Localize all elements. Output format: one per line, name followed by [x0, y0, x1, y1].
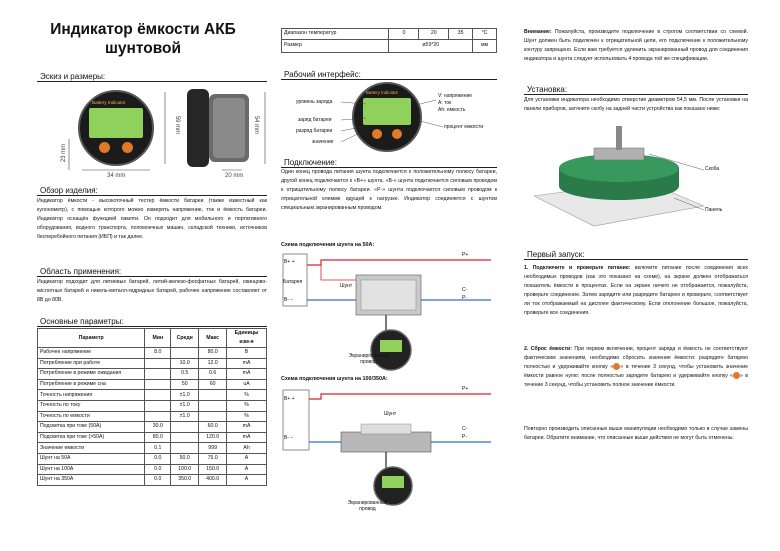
s1-battery: Батарея	[283, 279, 303, 285]
table-cell	[199, 411, 227, 422]
table-cell: 400.0	[199, 475, 227, 486]
table-row	[38, 422, 267, 433]
dim-54: 54 mm	[253, 115, 260, 135]
scheme2-diagram	[281, 384, 497, 519]
label-discharge: разряд батареи	[296, 128, 333, 134]
label-percent: процент емкости	[444, 124, 484, 130]
table-row	[282, 39, 497, 52]
table-cell: uA	[227, 379, 267, 390]
table-cell	[145, 379, 171, 390]
table-cell: mA	[227, 358, 267, 369]
button-icon	[733, 372, 740, 379]
table-row	[38, 348, 267, 359]
table-cell	[145, 400, 171, 411]
table-cell: mA	[227, 432, 267, 443]
table-cell	[145, 390, 171, 401]
table-cell	[171, 432, 199, 443]
note-paragraph	[524, 28, 748, 64]
col-header-max: Макс	[199, 329, 227, 348]
scheme2-caption: Схема подключения шунта на 100/350A:	[281, 376, 388, 382]
s1-pplus: P+	[462, 252, 469, 258]
interface-heading: Рабочий интерфейс:	[281, 69, 497, 80]
table-cell: 50.0	[171, 453, 199, 464]
dim-20: 20 mm	[225, 173, 244, 179]
step2-text-b: » в течение 3 секунд, чтобы установить значение ёмкости равное нулю; после полностью зарядите батарею и удерживайте кнопку «	[524, 364, 748, 379]
table-cell: 80.0	[145, 432, 171, 443]
s2-pminus: P-	[462, 434, 467, 440]
label-charge-level: уровень заряда	[296, 99, 333, 105]
s1-bplus: B+ +	[284, 259, 295, 265]
table-cell: ±1.0	[171, 400, 199, 411]
col-header-avg: Средн	[171, 329, 199, 348]
table-cell: Шунт на 350A	[38, 475, 145, 486]
table-cell: ±1.0	[171, 390, 199, 401]
application-text: Индикатор подходит для литиевых батарей, литий-железо-фосфатных батарей, свинцово-кислотных батарей и никель-металл-гидридных батарей, рабочее напряжение составляет от 8В до 80В.	[37, 279, 267, 303]
table-row	[38, 358, 267, 369]
table-cell: 80.0	[199, 348, 227, 359]
table-cell	[171, 443, 199, 454]
table-cell: Рабочее напряжение	[38, 348, 145, 359]
label-value: значение	[312, 139, 334, 145]
cell: Размер	[282, 39, 389, 52]
install-bracket: Скоба	[705, 166, 720, 172]
table-cell: 0.0	[145, 464, 171, 475]
table-cell: 60	[199, 379, 227, 390]
table-cell: Потребление в режиме ожидания	[38, 369, 145, 380]
table-cell: Потребление в режиме сна	[38, 379, 145, 390]
table-row	[38, 390, 267, 401]
table-row	[38, 379, 267, 390]
table-row	[38, 453, 267, 464]
title-line1: Индикатор ёмкости АКБ	[50, 21, 236, 38]
label-ah: Ah: емкость	[438, 107, 466, 113]
s2-screened: Экранированный провод	[347, 500, 388, 512]
label-v: V: напряжение	[438, 93, 473, 99]
table-cell: 0.6	[199, 369, 227, 380]
table-cell: Шунт на 50A	[38, 453, 145, 464]
table-cell: Ah	[227, 443, 267, 454]
dim-23: 23 mm	[61, 143, 68, 163]
table-cell: 8.0	[145, 348, 171, 359]
table-cell	[171, 422, 199, 433]
cell: мм	[473, 39, 497, 52]
table-cell: 0.0	[145, 475, 171, 486]
overview-text: Индикатор ёмкости - высокоточный тестер ёмкости батареи (также известный как кулонометр), с помощью которого можно измерять напряжение, ток и ёмкость батареи. Индикатор оснащён функцией памяти. Он подходит для мобильного и портативного оборудования, водного транспорта, поломоечных машин, складской техники, источников бесперебойного питания (ИБП) и так далее.	[37, 198, 267, 240]
col-header-unit: Единицы изм-я	[227, 329, 267, 348]
table-cell: 75.0	[199, 453, 227, 464]
note-bold: Внимание:	[524, 29, 552, 35]
table-cell: %	[227, 390, 267, 401]
table-cell: 50	[171, 379, 199, 390]
table-cell: Точность по току	[38, 400, 145, 411]
table-cell: 999	[199, 443, 227, 454]
overview-heading: Обзор изделия:	[37, 185, 267, 196]
page-title	[48, 20, 238, 58]
s2-bplus: B+ +	[284, 396, 295, 402]
install-panel: Панель	[705, 207, 723, 213]
table-cell: Подсветка при токе (50A)	[38, 422, 145, 433]
step1-text: включите питание после соединения всех необходимых проводов (как это показано на схеме), на экране должен отображаться показатель ёмкости в процентах. Если на экране ничего не отображается, пожалуйста, проверьте соединение. Затем зарядите или разрядите батарею и проверьте, соответствует ли ток отображаемый на дисплее фактическому. Если отклонение большое, пожалуйста, проверьте все соединения.	[524, 265, 749, 316]
table-cell: 60.0	[199, 422, 227, 433]
connection-text: Один конец провода питания шунта подключается к положительному полюсу батареи, другой конец подключается к «В+» шунта. «В-» шунта подключается силовым проводом к отрицательному полюсу батареи. «Р-» шунта подключается силовым проводом к отрицательной клемме идущей к нагрузке. Индикатор соединяется с шунтом специальным экранированным проводом.	[281, 169, 497, 211]
table-cell: mA	[227, 369, 267, 380]
device-label: Battery Indicator	[92, 100, 126, 105]
label-a: A: ток	[438, 100, 452, 106]
table-row	[282, 29, 497, 40]
sketch-heading: Эскиз и размеры:	[37, 71, 267, 82]
table-cell	[145, 369, 171, 380]
table-cell	[145, 358, 171, 369]
table-cell: Точность напряжения	[38, 390, 145, 401]
table-cell: 12.0	[199, 358, 227, 369]
install-heading: Установка:	[524, 84, 748, 95]
table-cell: mA	[227, 422, 267, 433]
s1-cminus: C-	[462, 287, 468, 293]
table-cell: 150.0	[199, 464, 227, 475]
note-text: Пожалуйста, производите подключение в строгом соответствии со схемой. Шунт должен быть подключен к отрицательной цепи, его подключение к положительному контуру запрещено. Если вам требуется удлинить экранированный провод для соединения индикатора и шунта следует использовать 4 провода той же спецификации.	[524, 29, 748, 62]
step2-text-a: При первом включении, процент заряда и ёмкость не соответствуют фактическим значениям, необходимо сбросить значение ёмкости: разрядите батарею полностью и удерживайте кнопку «	[524, 346, 748, 370]
table-cell: Потребление при работе	[38, 358, 145, 369]
top-table	[281, 28, 497, 53]
connection-heading: Подключение:	[281, 157, 497, 168]
s2-pplus: P+	[462, 386, 469, 392]
table-cell: Шунт на 100A	[38, 464, 145, 475]
cell: 0	[389, 29, 419, 40]
install-drawing	[524, 126, 748, 236]
step2-bold: 2. Сброс ёмкости:	[524, 346, 572, 352]
dimension-lines	[37, 84, 267, 184]
table-row	[38, 400, 267, 411]
application-heading: Область применения:	[37, 266, 267, 277]
table-cell: 10.0	[171, 358, 199, 369]
cell: 20	[419, 29, 449, 40]
table-cell: 120.0	[199, 432, 227, 443]
cell: °C	[473, 29, 497, 40]
params-heading: Основные параметры:	[37, 316, 267, 327]
params-header-row	[38, 329, 267, 348]
table-cell: Значение емкости	[38, 443, 145, 454]
label-charge: заряд батареи	[298, 117, 332, 123]
table-cell: 100.0	[171, 464, 199, 475]
table-cell: Подсветка при токе (>50A)	[38, 432, 145, 443]
interface-device-label: Battery Indicator	[366, 90, 398, 95]
step1-paragraph	[524, 264, 748, 318]
col-header-min: Мин	[145, 329, 171, 348]
table-cell: A	[227, 453, 267, 464]
params-table	[37, 328, 267, 486]
table-cell	[199, 390, 227, 401]
table-cell: A	[227, 475, 267, 486]
table-cell	[145, 411, 171, 422]
s1-screened: Экранированный провод	[348, 353, 389, 365]
dim-59: 59 mm	[174, 115, 181, 135]
scheme1-caption: Схема подключения шунта на 50A:	[281, 242, 375, 248]
table-cell: 0.0	[145, 453, 171, 464]
table-row	[38, 443, 267, 454]
step2-text-c: » в течение 3 секунд, чтобы установить полное значение ёмкости.	[524, 373, 748, 388]
table-cell: 350.0	[171, 475, 199, 486]
s2-bminus: B- −	[284, 435, 294, 441]
table-cell: 30.0	[145, 422, 171, 433]
s1-pminus: P-	[462, 295, 467, 301]
table-cell: %	[227, 400, 267, 411]
sketch-drawing	[37, 84, 267, 184]
table-cell: 0.5	[171, 369, 199, 380]
step2-paragraph	[524, 345, 748, 390]
table-cell: 0.1	[145, 443, 171, 454]
table-row	[38, 475, 267, 486]
first-start-heading: Первый запуск:	[524, 249, 748, 260]
table-cell	[199, 400, 227, 411]
title-line2: шунтовой	[104, 40, 182, 57]
cell: ø59*20	[389, 39, 473, 52]
table-row	[38, 464, 267, 475]
dim-34: 34 mm	[107, 173, 126, 179]
s2-cminus: C-	[462, 426, 468, 432]
table-row	[38, 432, 267, 443]
table-cell	[171, 348, 199, 359]
install-text: Для установки индикатора необходимо отверстие диаметром 54,5 мм. После установки на панели приборов, затяните скобу на задней части устройства как показано ниже:	[524, 97, 748, 112]
table-row	[38, 369, 267, 380]
table-row	[38, 411, 267, 422]
table-cell: %	[227, 411, 267, 422]
table-cell: ±1.0	[171, 411, 199, 422]
table-cell: Точность по емкости	[38, 411, 145, 422]
table-cell: A	[227, 464, 267, 475]
step1-bold: 1. Подключите и проверьте питание:	[524, 265, 631, 271]
cell: Диапазон температур	[282, 29, 389, 40]
repeat-text: Повторно производить описанные выше манипуляции необходимо только в случае замены батареи. Обратите внимание, что описанные выше действия не могут быть отменены.	[524, 426, 748, 441]
s2-shunt: Шунт	[384, 411, 397, 417]
col-header-param: Параметр	[38, 329, 145, 348]
table-cell: B	[227, 348, 267, 359]
s1-bminus: B- −	[284, 297, 294, 303]
s1-shunt: Шунт	[340, 283, 353, 289]
cell: 35	[449, 29, 473, 40]
